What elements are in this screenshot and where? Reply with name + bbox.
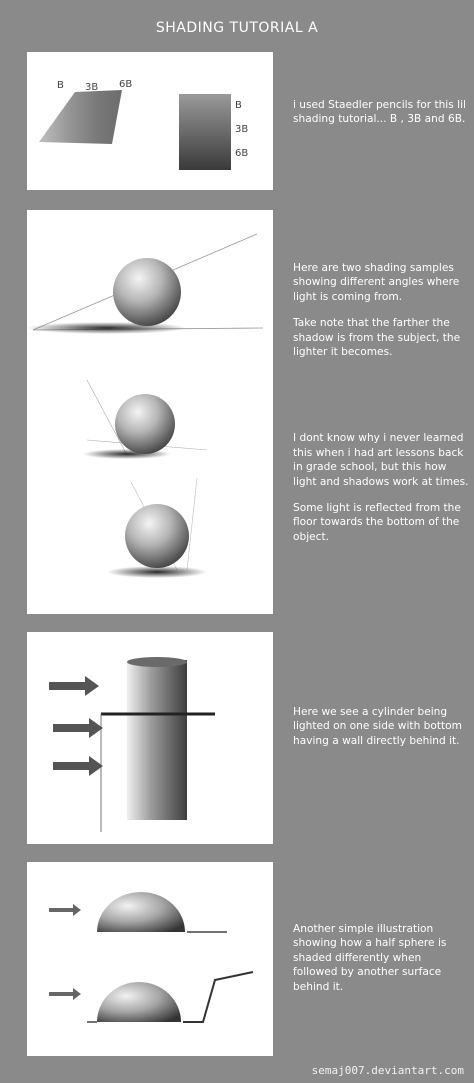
- credit: semaj007.deviantart.com: [311, 1064, 464, 1077]
- half-sphere-shading-drawing: [27, 862, 273, 1056]
- sphere-shading-drawing: [27, 210, 273, 614]
- panel-4-text: [293, 922, 469, 1006]
- paragraph: Here are two shading samples showing different angles where light is coming from.: [293, 262, 460, 303]
- label-b: B: [57, 80, 64, 91]
- cylinder-shading-drawing: [27, 632, 273, 844]
- panel-cylinder: [27, 632, 273, 844]
- pencil-swatch-drawing: [27, 52, 273, 190]
- swatch-label-b: B: [235, 100, 242, 111]
- paragraph: Here we see a cylinder being lighted on one side with bottom having a wall directly behind it.: [293, 706, 462, 747]
- label-6b: 6B: [119, 79, 133, 90]
- paragraph: Take note that the farther the shadow is from the subject, the lighter it becomes.: [293, 317, 461, 359]
- panel-half-sphere: [27, 862, 273, 1056]
- paragraph: I dont know why i never learned this when i had art lessons back in grade school, but this how light and shadows work at times.: [293, 432, 469, 488]
- panel-3-text: [293, 705, 469, 760]
- panel-2-text: [293, 261, 469, 556]
- panel-pencil-swatches: [27, 52, 273, 190]
- paragraph: i used Staedler pencils for this lil shading tutorial... B , 3B and 6B.: [293, 99, 466, 126]
- swatch-label-3b: 3B: [235, 124, 249, 135]
- panel-1-text: [293, 98, 469, 139]
- page-title: SHADING TUTORIAL A: [155, 20, 319, 36]
- panel-spheres: [27, 210, 273, 614]
- paragraph: Another simple illustration showing how a half sphere is shaded differently when followed by another surface behind it.: [293, 923, 447, 993]
- swatch-label-6b: 6B: [235, 148, 249, 159]
- paragraph: Some light is reflected from the floor towards the bottom of the object.: [293, 502, 461, 543]
- label-3b: 3B: [85, 82, 99, 93]
